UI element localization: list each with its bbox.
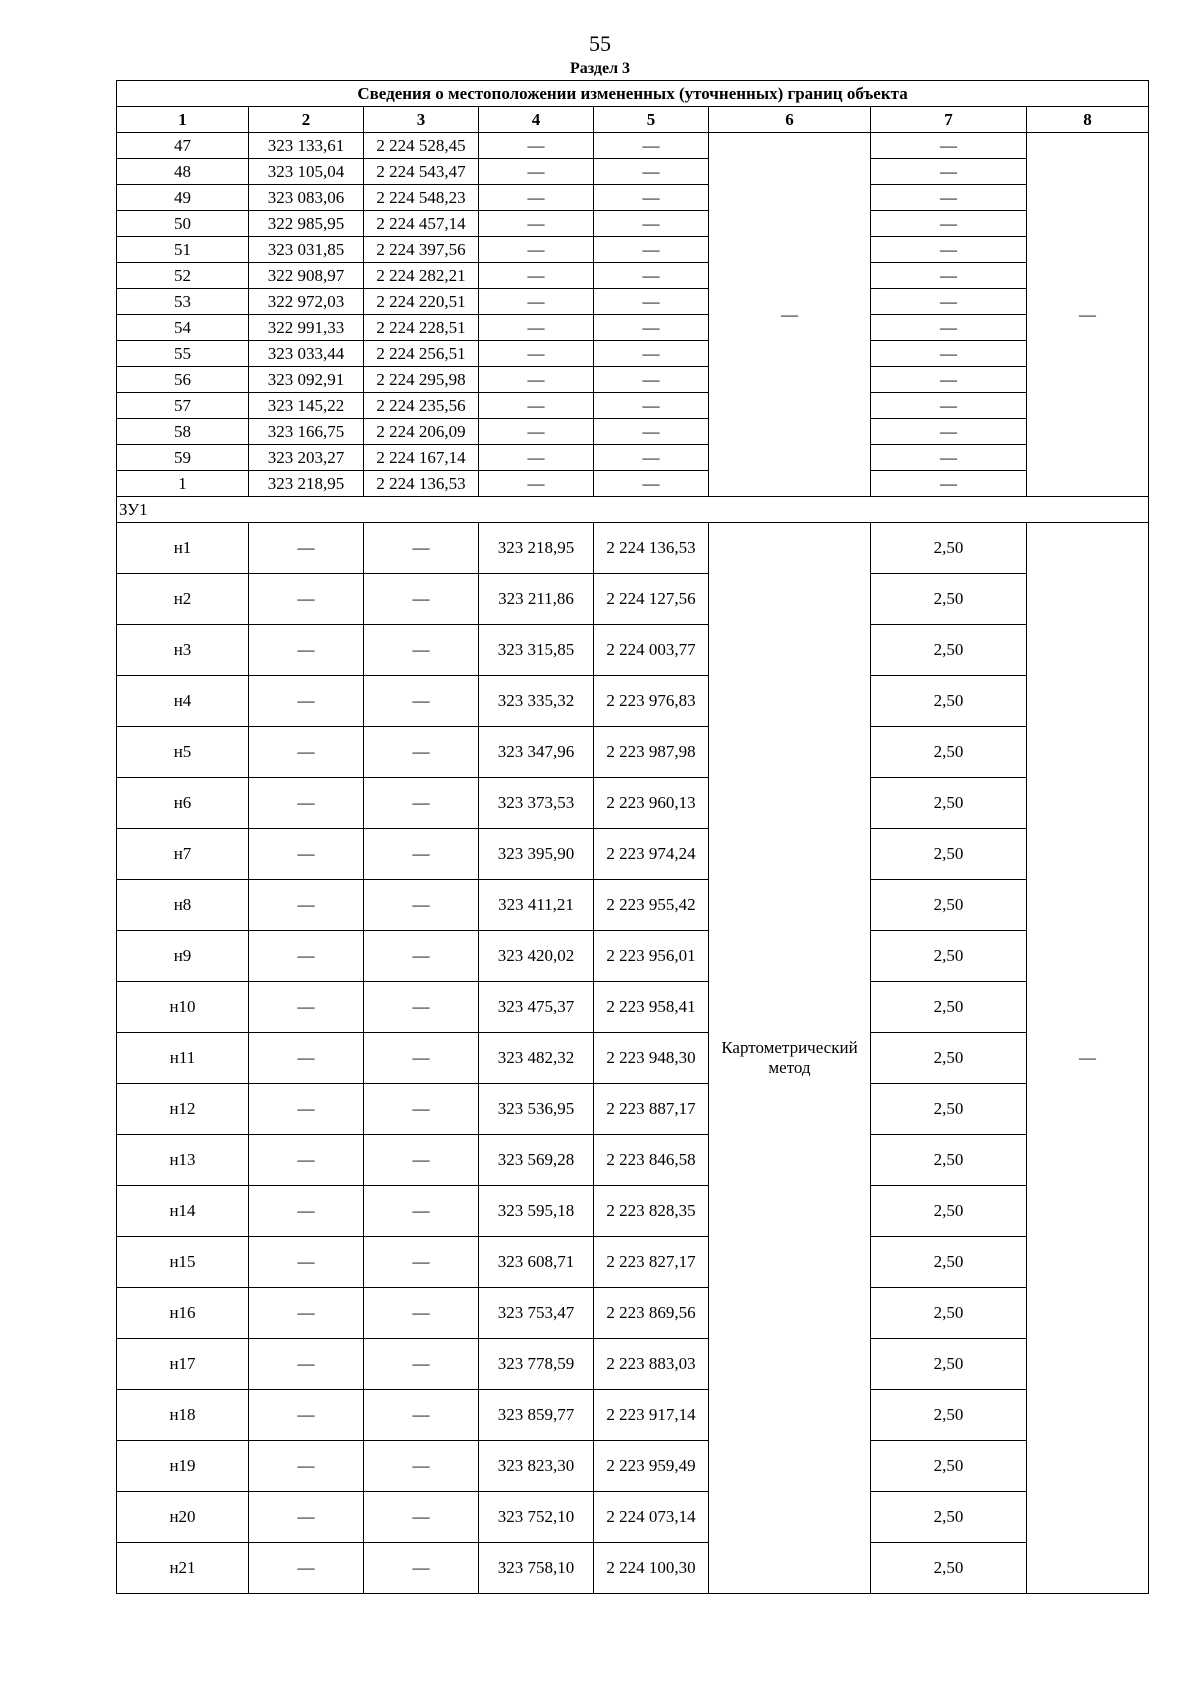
table-row	[117, 185, 1149, 211]
accuracy-cell: 2,50	[871, 1186, 1027, 1237]
existing-x-cell: —	[249, 676, 364, 727]
new-y-cell: —	[594, 445, 709, 471]
existing-y-cell: —	[364, 1339, 479, 1390]
description-cell: —	[1027, 133, 1149, 497]
new-x-cell: 323 475,37	[479, 982, 594, 1033]
existing-y-cell: —	[364, 1084, 479, 1135]
existing-y-cell: 2 224 457,14	[364, 211, 479, 237]
accuracy-cell: —	[871, 367, 1027, 393]
existing-x-cell: 322 908,97	[249, 263, 364, 289]
column-number: 8	[1027, 107, 1149, 133]
table-row	[117, 341, 1149, 367]
table-row	[117, 829, 1149, 880]
new-x-cell: 323 373,53	[479, 778, 594, 829]
table-row	[117, 445, 1149, 471]
point-number-cell: н10	[117, 982, 249, 1033]
existing-y-cell: —	[364, 982, 479, 1033]
new-x-cell: —	[479, 159, 594, 185]
new-x-cell: —	[479, 133, 594, 159]
new-y-cell: 2 223 960,13	[594, 778, 709, 829]
new-x-cell: 323 752,10	[479, 1492, 594, 1543]
accuracy-cell: 2,50	[871, 625, 1027, 676]
point-number-cell: н20	[117, 1492, 249, 1543]
new-x-cell: 323 315,85	[479, 625, 594, 676]
new-y-cell: —	[594, 159, 709, 185]
new-y-cell: 2 223 828,35	[594, 1186, 709, 1237]
new-x-cell: 323 859,77	[479, 1390, 594, 1441]
point-number-cell: н2	[117, 574, 249, 625]
new-y-cell: 2 223 959,49	[594, 1441, 709, 1492]
accuracy-cell: 2,50	[871, 829, 1027, 880]
existing-x-cell: —	[249, 1237, 364, 1288]
new-y-cell: 2 223 987,98	[594, 727, 709, 778]
new-x-cell: —	[479, 445, 594, 471]
existing-y-cell: 2 224 282,21	[364, 263, 479, 289]
existing-x-cell: —	[249, 829, 364, 880]
accuracy-cell: —	[871, 237, 1027, 263]
table-caption: Сведения о местоположении измененных (уточненных) границ объекта	[117, 81, 1149, 107]
table-row	[117, 523, 1149, 574]
table-row	[117, 727, 1149, 778]
table-row	[117, 1492, 1149, 1543]
accuracy-cell: —	[871, 263, 1027, 289]
new-y-cell: 2 223 887,17	[594, 1084, 709, 1135]
point-number-cell: 48	[117, 159, 249, 185]
point-number-cell: 50	[117, 211, 249, 237]
new-y-cell: 2 223 917,14	[594, 1390, 709, 1441]
existing-x-cell: —	[249, 1033, 364, 1084]
new-y-cell: 2 224 073,14	[594, 1492, 709, 1543]
existing-x-cell: —	[249, 1339, 364, 1390]
new-x-cell: —	[479, 263, 594, 289]
new-y-cell: 2 223 958,41	[594, 982, 709, 1033]
new-y-cell: 2 223 883,03	[594, 1339, 709, 1390]
new-y-cell: 2 223 976,83	[594, 676, 709, 727]
boundary-table	[116, 80, 1149, 1594]
existing-y-cell: —	[364, 931, 479, 982]
existing-y-cell: —	[364, 676, 479, 727]
existing-x-cell: 323 133,61	[249, 133, 364, 159]
existing-y-cell: —	[364, 829, 479, 880]
new-x-cell: 323 823,30	[479, 1441, 594, 1492]
existing-y-cell: —	[364, 1033, 479, 1084]
point-number-cell: 57	[117, 393, 249, 419]
existing-x-cell: 322 972,03	[249, 289, 364, 315]
new-y-cell: 2 223 974,24	[594, 829, 709, 880]
new-y-cell: 2 224 100,30	[594, 1543, 709, 1594]
point-number-cell: 51	[117, 237, 249, 263]
accuracy-cell: —	[871, 211, 1027, 237]
new-y-cell: 2 223 827,17	[594, 1237, 709, 1288]
accuracy-cell: —	[871, 159, 1027, 185]
point-number-cell: н13	[117, 1135, 249, 1186]
table-row	[117, 289, 1149, 315]
new-x-cell: —	[479, 185, 594, 211]
new-x-cell: 323 420,02	[479, 931, 594, 982]
point-number-cell: н8	[117, 880, 249, 931]
point-number-cell: н11	[117, 1033, 249, 1084]
plot-label: ЗУ1	[117, 497, 1149, 523]
point-number-cell: н15	[117, 1237, 249, 1288]
new-x-cell: —	[479, 315, 594, 341]
existing-x-cell: 322 991,33	[249, 315, 364, 341]
existing-y-cell: 2 224 235,56	[364, 393, 479, 419]
point-number-cell: 49	[117, 185, 249, 211]
new-x-cell: 323 595,18	[479, 1186, 594, 1237]
accuracy-cell: 2,50	[871, 727, 1027, 778]
new-x-cell: —	[479, 211, 594, 237]
new-x-cell: 323 211,86	[479, 574, 594, 625]
table-row	[117, 982, 1149, 1033]
existing-y-cell: —	[364, 574, 479, 625]
table-row	[117, 1339, 1149, 1390]
column-number: 4	[479, 107, 594, 133]
new-y-cell: —	[594, 419, 709, 445]
existing-x-cell: 323 166,75	[249, 419, 364, 445]
existing-y-cell: 2 224 136,53	[364, 471, 479, 497]
table-row	[117, 367, 1149, 393]
point-number-cell: н17	[117, 1339, 249, 1390]
point-number-cell: н9	[117, 931, 249, 982]
existing-x-cell: 323 218,95	[249, 471, 364, 497]
table-row	[117, 237, 1149, 263]
accuracy-cell: —	[871, 341, 1027, 367]
existing-x-cell: —	[249, 1390, 364, 1441]
point-number-cell: 53	[117, 289, 249, 315]
existing-x-cell: —	[249, 880, 364, 931]
existing-x-cell: —	[249, 625, 364, 676]
new-y-cell: —	[594, 315, 709, 341]
column-number: 6	[709, 107, 871, 133]
table-row	[117, 1084, 1149, 1135]
existing-y-cell: 2 224 206,09	[364, 419, 479, 445]
table-row	[117, 676, 1149, 727]
table-row	[117, 1441, 1149, 1492]
new-x-cell: 323 482,32	[479, 1033, 594, 1084]
new-x-cell: —	[479, 419, 594, 445]
table-row	[117, 931, 1149, 982]
table-row	[117, 1288, 1149, 1339]
existing-x-cell: —	[249, 1441, 364, 1492]
section-title: Раздел 3	[569, 60, 631, 77]
new-y-cell: 2 224 003,77	[594, 625, 709, 676]
accuracy-cell: 2,50	[871, 676, 1027, 727]
point-number-cell: н18	[117, 1390, 249, 1441]
existing-x-cell: —	[249, 1084, 364, 1135]
point-number-cell: 55	[117, 341, 249, 367]
accuracy-cell: 2,50	[871, 778, 1027, 829]
accuracy-cell: 2,50	[871, 574, 1027, 625]
method-cell: —	[709, 133, 871, 497]
existing-x-cell: —	[249, 1288, 364, 1339]
table-row	[117, 778, 1149, 829]
new-x-cell: 323 778,59	[479, 1339, 594, 1390]
new-x-cell: —	[479, 289, 594, 315]
new-y-cell: —	[594, 341, 709, 367]
table-row	[117, 1033, 1149, 1084]
existing-y-cell: 2 224 543,47	[364, 159, 479, 185]
existing-x-cell: 322 985,95	[249, 211, 364, 237]
table-row	[117, 1543, 1149, 1594]
new-y-cell: 2 223 955,42	[594, 880, 709, 931]
point-number-cell: 47	[117, 133, 249, 159]
table-row	[117, 1237, 1149, 1288]
new-x-cell: 323 395,90	[479, 829, 594, 880]
existing-x-cell: —	[249, 1135, 364, 1186]
existing-y-cell: —	[364, 1492, 479, 1543]
point-number-cell: 59	[117, 445, 249, 471]
accuracy-cell: 2,50	[871, 1288, 1027, 1339]
existing-y-cell: 2 224 548,23	[364, 185, 479, 211]
new-y-cell: 2 224 127,56	[594, 574, 709, 625]
new-y-cell: 2 223 948,30	[594, 1033, 709, 1084]
accuracy-cell: —	[871, 133, 1027, 159]
existing-x-cell: —	[249, 1492, 364, 1543]
column-number: 3	[364, 107, 479, 133]
new-y-cell: —	[594, 471, 709, 497]
table-row	[117, 393, 1149, 419]
new-y-cell: —	[594, 289, 709, 315]
new-y-cell: —	[594, 393, 709, 419]
existing-x-cell: —	[249, 1543, 364, 1594]
accuracy-cell: —	[871, 185, 1027, 211]
accuracy-cell: 2,50	[871, 880, 1027, 931]
new-y-cell: 2 223 846,58	[594, 1135, 709, 1186]
existing-y-cell: —	[364, 1135, 479, 1186]
existing-y-cell: 2 224 167,14	[364, 445, 479, 471]
existing-x-cell: 323 083,06	[249, 185, 364, 211]
existing-x-cell: 323 092,91	[249, 367, 364, 393]
plot-label-row	[117, 497, 1149, 523]
new-x-cell: —	[479, 393, 594, 419]
accuracy-cell: 2,50	[871, 1339, 1027, 1390]
column-number: 2	[249, 107, 364, 133]
point-number-cell: 52	[117, 263, 249, 289]
existing-x-cell: 323 033,44	[249, 341, 364, 367]
new-x-cell: 323 335,32	[479, 676, 594, 727]
existing-y-cell: —	[364, 1288, 479, 1339]
new-x-cell: —	[479, 237, 594, 263]
table-row	[117, 263, 1149, 289]
existing-y-cell: —	[364, 880, 479, 931]
table-row	[117, 1390, 1149, 1441]
existing-y-cell: 2 224 295,98	[364, 367, 479, 393]
new-y-cell: —	[594, 133, 709, 159]
table-row	[117, 419, 1149, 445]
existing-x-cell: —	[249, 574, 364, 625]
existing-x-cell: 323 031,85	[249, 237, 364, 263]
column-number: 7	[871, 107, 1027, 133]
point-number-cell: н21	[117, 1543, 249, 1594]
existing-y-cell: —	[364, 1441, 479, 1492]
column-number: 1	[117, 107, 249, 133]
existing-x-cell: —	[249, 778, 364, 829]
accuracy-cell: 2,50	[871, 1390, 1027, 1441]
table-row	[117, 211, 1149, 237]
existing-y-cell: 2 224 256,51	[364, 341, 479, 367]
accuracy-cell: 2,50	[871, 1084, 1027, 1135]
point-number-cell: н7	[117, 829, 249, 880]
table-row	[117, 1135, 1149, 1186]
new-y-cell: —	[594, 185, 709, 211]
existing-x-cell: —	[249, 523, 364, 574]
new-y-cell: —	[594, 237, 709, 263]
existing-y-cell: —	[364, 1186, 479, 1237]
existing-y-cell: —	[364, 1237, 479, 1288]
new-x-cell: 323 569,28	[479, 1135, 594, 1186]
existing-x-cell: —	[249, 727, 364, 778]
point-number-cell: 58	[117, 419, 249, 445]
new-x-cell: 323 758,10	[479, 1543, 594, 1594]
new-y-cell: 2 224 136,53	[594, 523, 709, 574]
new-x-cell: —	[479, 367, 594, 393]
existing-y-cell: —	[364, 523, 479, 574]
existing-y-cell: 2 224 528,45	[364, 133, 479, 159]
new-x-cell: 323 411,21	[479, 880, 594, 931]
page-number: 55	[589, 31, 611, 56]
table-row	[117, 159, 1149, 185]
accuracy-cell: —	[871, 471, 1027, 497]
accuracy-cell: 2,50	[871, 1441, 1027, 1492]
existing-x-cell: —	[249, 931, 364, 982]
existing-y-cell: —	[364, 778, 479, 829]
accuracy-cell: —	[871, 393, 1027, 419]
table-row	[117, 133, 1149, 159]
accuracy-cell: 2,50	[871, 931, 1027, 982]
table-row	[117, 315, 1149, 341]
table-row	[117, 880, 1149, 931]
accuracy-cell: —	[871, 445, 1027, 471]
point-number-cell: н12	[117, 1084, 249, 1135]
accuracy-cell: 2,50	[871, 1135, 1027, 1186]
accuracy-cell: 2,50	[871, 1492, 1027, 1543]
new-x-cell: 323 218,95	[479, 523, 594, 574]
new-x-cell: 323 347,96	[479, 727, 594, 778]
accuracy-cell: 2,50	[871, 1543, 1027, 1594]
table-row	[117, 574, 1149, 625]
point-number-cell: н5	[117, 727, 249, 778]
accuracy-cell: —	[871, 419, 1027, 445]
table-row	[117, 471, 1149, 497]
point-number-cell: 1	[117, 471, 249, 497]
existing-x-cell: —	[249, 1186, 364, 1237]
point-number-cell: н1	[117, 523, 249, 574]
point-number-cell: н16	[117, 1288, 249, 1339]
existing-y-cell: —	[364, 1390, 479, 1441]
accuracy-cell: 2,50	[871, 1033, 1027, 1084]
existing-x-cell: 323 145,22	[249, 393, 364, 419]
existing-y-cell: 2 224 397,56	[364, 237, 479, 263]
accuracy-cell: —	[871, 315, 1027, 341]
method-cell: Картометрический метод	[709, 523, 871, 1594]
existing-y-cell: —	[364, 1543, 479, 1594]
point-number-cell: н14	[117, 1186, 249, 1237]
point-number-cell: н19	[117, 1441, 249, 1492]
new-x-cell: 323 536,95	[479, 1084, 594, 1135]
new-y-cell: —	[594, 367, 709, 393]
new-y-cell: 2 223 956,01	[594, 931, 709, 982]
accuracy-cell: 2,50	[871, 982, 1027, 1033]
column-number-row	[117, 107, 1149, 133]
new-x-cell: 323 753,47	[479, 1288, 594, 1339]
existing-y-cell: —	[364, 625, 479, 676]
existing-y-cell: —	[364, 727, 479, 778]
existing-x-cell: 323 105,04	[249, 159, 364, 185]
new-x-cell: 323 608,71	[479, 1237, 594, 1288]
description-cell: —	[1027, 523, 1149, 1594]
point-number-cell: 54	[117, 315, 249, 341]
point-number-cell: н6	[117, 778, 249, 829]
existing-x-cell: 323 203,27	[249, 445, 364, 471]
new-y-cell: 2 223 869,56	[594, 1288, 709, 1339]
point-number-cell: н4	[117, 676, 249, 727]
table-row	[117, 1186, 1149, 1237]
point-number-cell: н3	[117, 625, 249, 676]
accuracy-cell: 2,50	[871, 1237, 1027, 1288]
accuracy-cell: 2,50	[871, 523, 1027, 574]
accuracy-cell: —	[871, 289, 1027, 315]
new-y-cell: —	[594, 263, 709, 289]
new-y-cell: —	[594, 211, 709, 237]
existing-x-cell: —	[249, 982, 364, 1033]
existing-y-cell: 2 224 220,51	[364, 289, 479, 315]
column-number: 5	[594, 107, 709, 133]
table-row	[117, 625, 1149, 676]
existing-y-cell: 2 224 228,51	[364, 315, 479, 341]
new-x-cell: —	[479, 471, 594, 497]
new-x-cell: —	[479, 341, 594, 367]
point-number-cell: 56	[117, 367, 249, 393]
